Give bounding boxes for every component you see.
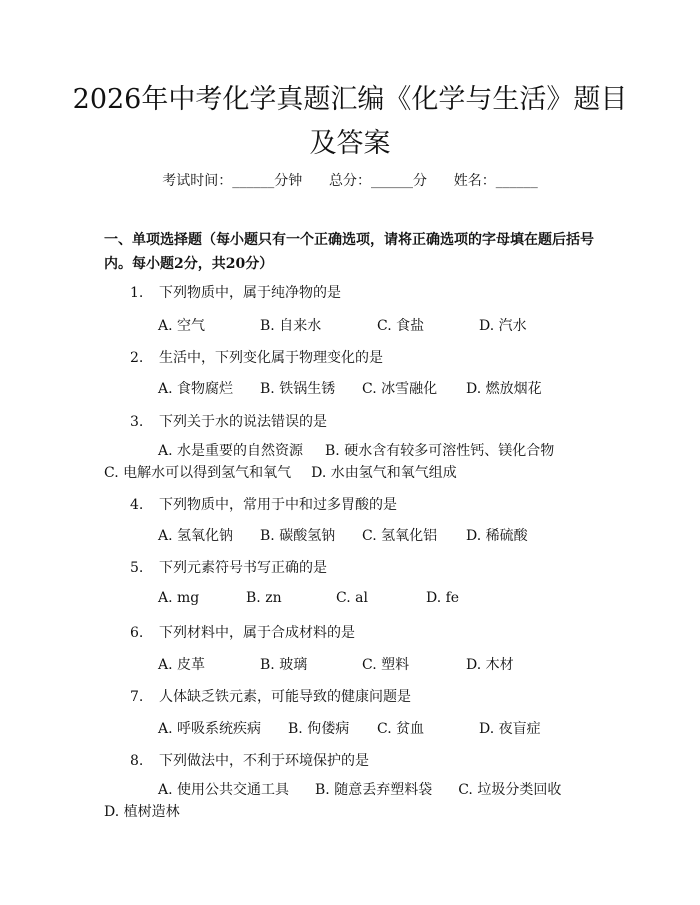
question-text: 下列材料中，属于合成材料的是 [159, 625, 355, 641]
exam-time: 考试时间：______分钟 [162, 173, 303, 189]
question-text: 生活中，下列变化属于物理变化的是 [159, 350, 383, 366]
option-c: C. 电解水可以得到氢气和氧气 [104, 465, 292, 481]
options-3 [104, 440, 604, 484]
option-c: C. 氢氧化铝 [362, 528, 438, 544]
option-d: D. 夜盲症 [479, 721, 541, 737]
option-a: A. mg [158, 590, 200, 606]
option-d: D. 汽水 [479, 318, 527, 334]
question-number: 7. [130, 689, 144, 705]
student-name: 姓名：______ [453, 173, 538, 189]
option-c: C. 垃圾分类回收 [458, 782, 562, 798]
question-number: 2. [130, 350, 144, 366]
question-text: 下列物质中，常用于中和过多胃酸的是 [159, 497, 397, 513]
question-text: 人体缺乏铁元素，可能导致的健康问题是 [159, 689, 411, 705]
options-8 [104, 779, 604, 823]
option-a: A. 氢氧化钠 [158, 528, 234, 544]
question-text: 下列做法中，不利于环境保护的是 [159, 753, 369, 769]
question-number: 8. [130, 753, 144, 769]
question-3 [130, 411, 327, 431]
option-c: C. al [336, 590, 368, 606]
option-b: B. 佝偻病 [288, 721, 350, 737]
question-number: 6. [130, 625, 144, 641]
option-c: C. 贫血 [377, 721, 425, 737]
option-d: D. 稀硫酸 [466, 528, 528, 544]
question-5 [130, 557, 327, 577]
option-d: D. fe [426, 590, 460, 606]
question-6 [130, 622, 355, 642]
total-score: 总分：______分 [329, 173, 427, 189]
section-heading: 一、单项选择题（每小题只有一个正确选项，请将正确选项的字母填在题后括号内。每小题2分，共20分） [104, 232, 594, 272]
document-title: 2026年中考化学真题汇编《化学与生活》题目及答案 [72, 84, 628, 159]
question-2 [130, 347, 383, 367]
question-number: 1. [130, 285, 144, 301]
question-number: 4. [130, 497, 144, 513]
option-b: B. 铁锅生锈 [260, 381, 336, 397]
option-a: A. 皮革 [158, 657, 206, 673]
option-d: D. 燃放烟花 [466, 381, 542, 397]
question-text: 下列关于水的说法错误的是 [159, 414, 327, 430]
question-number: 3. [130, 414, 144, 430]
question-8 [130, 750, 369, 770]
option-b: B. 碳酸氢钠 [260, 528, 336, 544]
question-1 [130, 282, 341, 302]
question-7 [130, 686, 411, 706]
option-a: A. 食物腐烂 [158, 381, 234, 397]
option-a: A. 水是重要的自然资源 [158, 443, 304, 459]
question-text: 下列物质中，属于纯净物的是 [159, 285, 341, 301]
option-a: A. 使用公共交通工具 [158, 782, 290, 798]
question-text: 下列元素符号书写正确的是 [159, 560, 327, 576]
option-c: C. 食盐 [377, 318, 425, 334]
option-b: B. 随意丢弃塑料袋 [315, 782, 433, 798]
option-a: A. 呼吸系统疾病 [158, 721, 262, 737]
option-d: D. 植树造林 [104, 804, 180, 820]
option-b: B. 自来水 [260, 318, 322, 334]
option-d: D. 水由氢气和氧气组成 [311, 465, 457, 481]
option-d: D. 木材 [466, 657, 514, 673]
option-c: C. 塑料 [362, 657, 410, 673]
option-c: C. 冰雪融化 [362, 381, 438, 397]
option-b: B. zn [246, 590, 282, 606]
option-b: B. 玻璃 [260, 657, 308, 673]
option-b: B. 硬水含有较多可溶性钙、镁化合物 [325, 443, 555, 459]
question-4 [130, 494, 397, 514]
option-a: A. 空气 [158, 318, 206, 334]
question-number: 5. [130, 560, 144, 576]
exam-meta [0, 170, 700, 190]
